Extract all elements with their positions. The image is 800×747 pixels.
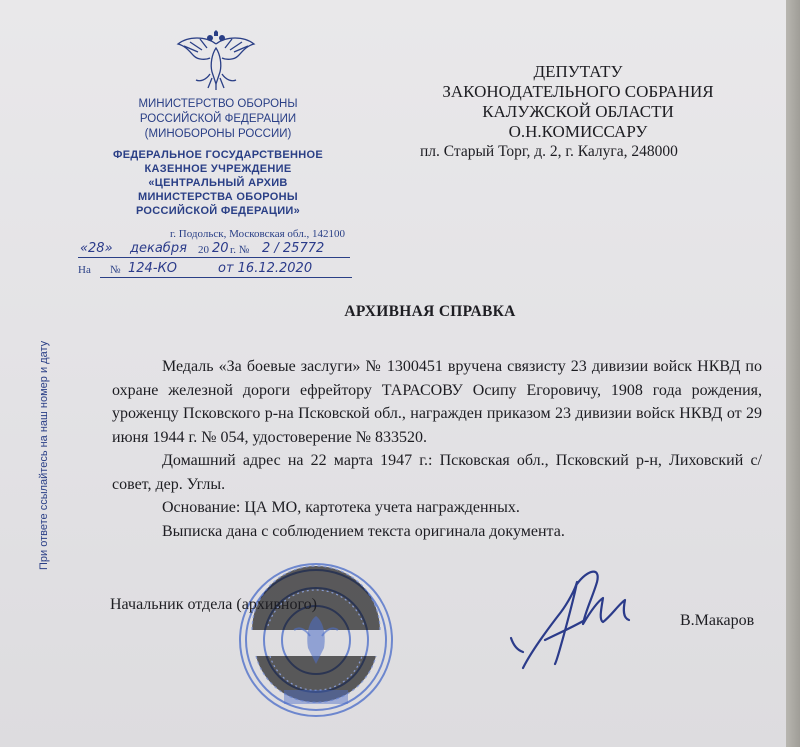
body-paragraph: Медаль «За боевые заслуги» № 1300451 вручена связисту 23 дивизии войск НКВД по охране железной дороги ефрейтору ТАРАСОВУ Осипу Егоровичу, 1908 года рождения, уроженцу Псковского р-на Псковской обл., награжден приказом 23 дивизии войск НКВД от 29 июня 1944 г. № 054, удостоверение № 833520. <box>112 358 762 446</box>
signer-position: Начальник отдела (архивного) <box>110 596 317 613</box>
document-title: АРХИВНАЯ СПРАВКА <box>344 303 516 320</box>
ref-on-number: 124-КО <box>128 261 177 276</box>
ref-year-suffix: 20 <box>212 241 229 256</box>
eagle-emblem-icon <box>176 30 256 92</box>
institution-line: «ЦЕНТРАЛЬНЫЙ АРХИВ <box>148 177 288 189</box>
institution-line: МИНИСТЕРСТВА ОБОРОНЫ <box>138 191 298 203</box>
ref-on-from: от 16.12.2020 <box>218 261 313 276</box>
institution-line: РОССИЙСКОЙ ФЕДЕРАЦИИ» <box>135 205 301 217</box>
ref-year-prefix: 20 <box>198 244 209 256</box>
side-note: При ответе ссылайтесь на наш номер и дату <box>38 340 50 570</box>
ref-on-number-label: № <box>110 264 121 276</box>
institution-header <box>88 148 348 218</box>
sender-address: г. Подольск, Московская обл., 142100 <box>170 228 345 240</box>
ref-month: декабря <box>130 241 187 256</box>
institution-line: ФЕДЕРАЛЬНОЕ ГОСУДАРСТВЕННОЕ <box>113 149 323 161</box>
institution-line: КАЗЕННОЕ УЧРЕЖДЕНИЕ <box>144 163 292 175</box>
page-edge-shadow <box>786 0 800 747</box>
recipient-address: пл. Старый Торг, д. 2, г. Калуга, 248000 <box>420 143 678 160</box>
recipient-block <box>398 62 758 142</box>
recipient-line: ЗАКОНОДАТЕЛЬНОГО СОБРАНИЯ <box>442 82 714 101</box>
ref-on-label: На <box>78 264 91 276</box>
document-body <box>112 355 762 543</box>
ministry-line: МИНИСТЕРСТВО ОБОРОНЫ <box>138 98 298 110</box>
body-paragraph: Домашний адрес на 22 марта 1947 г.: Псковская обл., Псковский р-н, Лиховский с/совет, дер. Углы. <box>112 452 762 493</box>
handwritten-signature-icon <box>505 560 645 680</box>
recipient-line: О.Н.КОМИССАРУ <box>508 122 648 141</box>
recipient-line: КАЛУЖСКОЙ ОБЛАСТИ <box>482 102 674 121</box>
body-paragraph: Основание: ЦА МО, картотека учета награжденных. <box>162 499 520 516</box>
ref-number-label: г. № <box>230 244 250 256</box>
outgoing-reference <box>70 238 360 258</box>
ref-day: «28» <box>80 241 113 256</box>
ministry-line: РОССИЙСКОЙ ФЕДЕРАЦИИ <box>139 113 297 125</box>
signer-name: В.Макаров <box>680 612 755 629</box>
ministry-line: (МИНОБОРОНЫ РОССИИ) <box>144 128 292 140</box>
recipient-line: ДЕПУТАТУ <box>533 62 623 81</box>
official-seal-icon <box>236 560 396 720</box>
ministry-header <box>118 97 318 142</box>
ref-number: 2 / 25772 <box>262 241 325 256</box>
incoming-reference <box>70 258 360 280</box>
body-paragraph: Выписка дана с соблюдением текста оригинала документа. <box>162 522 565 540</box>
